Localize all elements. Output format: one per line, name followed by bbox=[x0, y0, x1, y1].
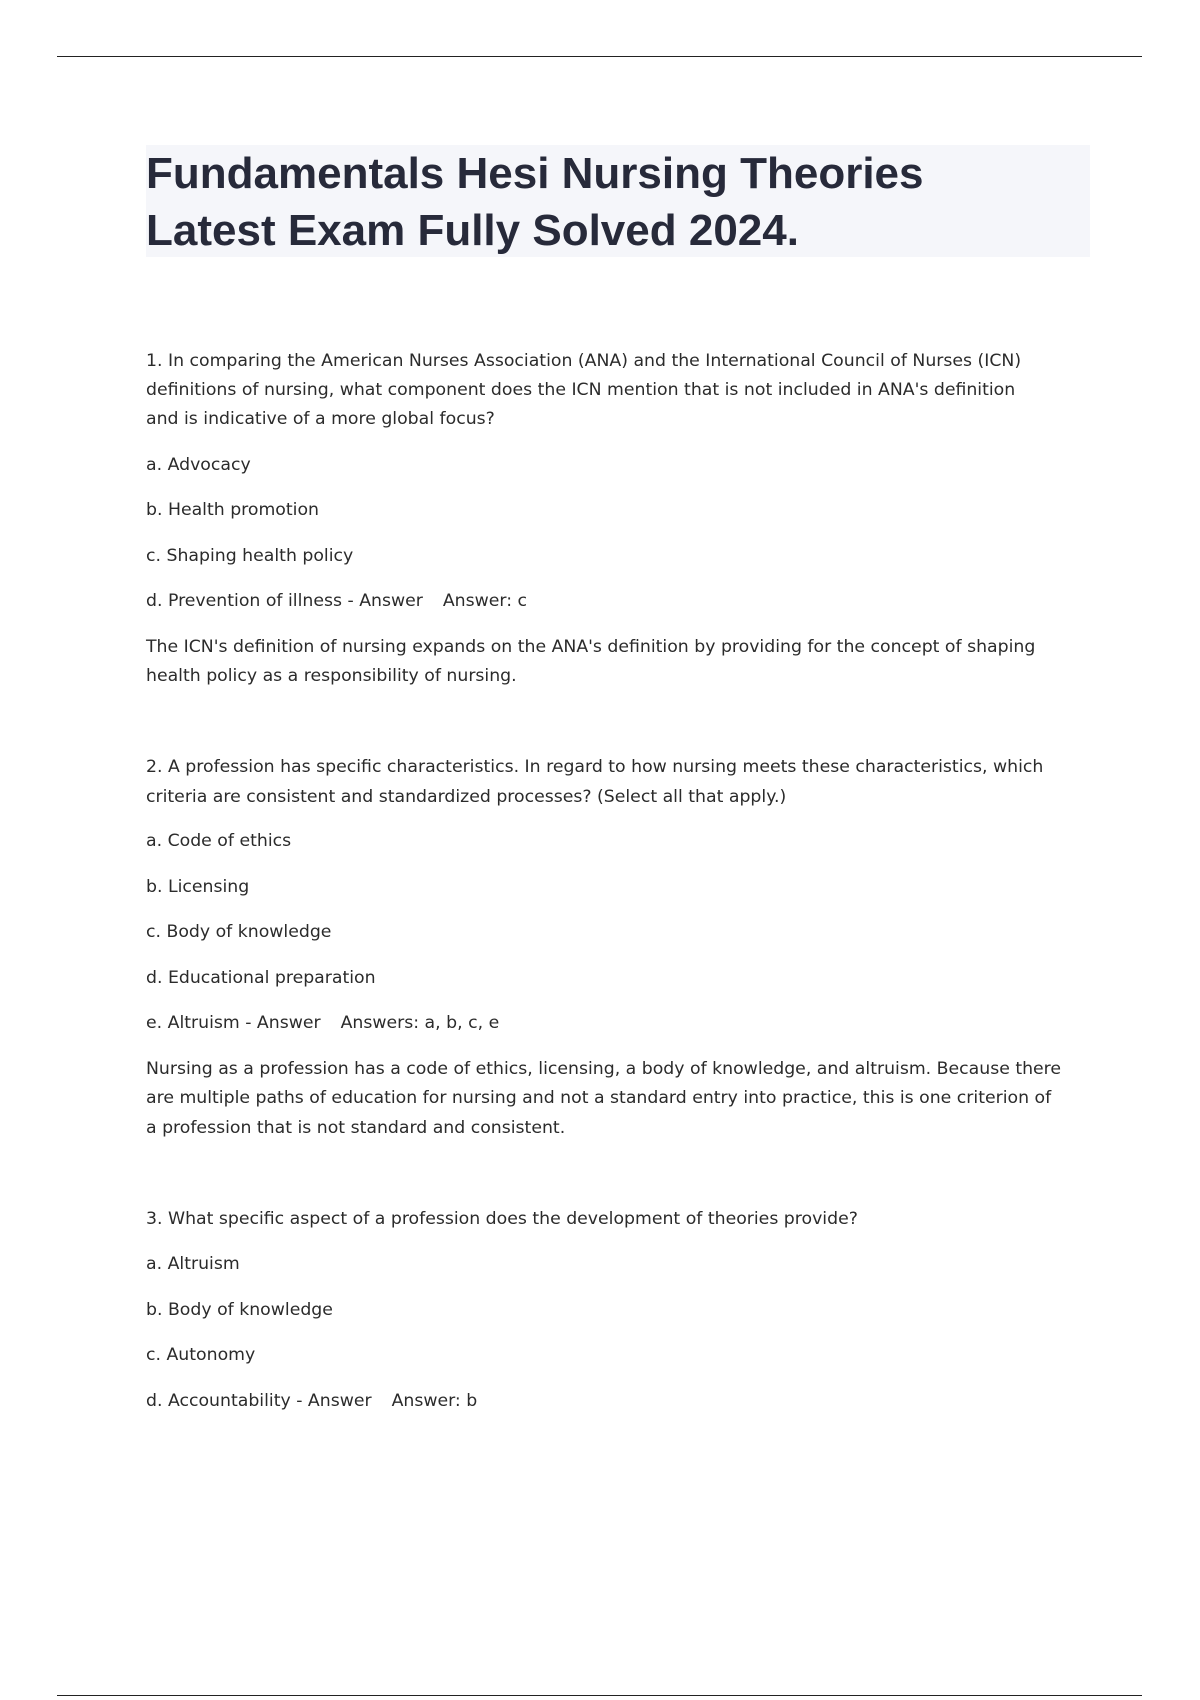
question-2-stem-line-1: 2. A profession has specific characteristics. In regard to how nursing meets these characteristics, which bbox=[146, 757, 1044, 777]
question-1-option-b: b. Health promotion bbox=[146, 500, 319, 520]
question-2-rationale-line-3: a profession that is not standard and consistent. bbox=[146, 1118, 566, 1138]
question-1-option-c: c. Shaping health policy bbox=[146, 546, 354, 566]
question-1-rationale-line-2: health policy as a responsibility of nursing. bbox=[146, 666, 517, 686]
question-2-option-e-line bbox=[146, 1008, 499, 1038]
question-3-option-d-line bbox=[146, 1386, 477, 1416]
question-1-answer: Answer: c bbox=[442, 591, 528, 611]
question-2-option-d: d. Educational preparation bbox=[146, 968, 376, 988]
question-3-option-b: b. Body of knowledge bbox=[146, 1300, 333, 1320]
document-title-line-2: Latest Exam Fully Solved 2024. bbox=[146, 206, 799, 255]
question-1-stem-line-3: and is indicative of a more global focus? bbox=[146, 409, 495, 429]
question-2-stem-line-2: criteria are consistent and standardized processes? (Select all that apply.) bbox=[146, 787, 787, 807]
question-1-stem-line-1: 1. In comparing the American Nurses Association (ANA) and the International Council of Nurses (ICN) bbox=[146, 351, 1022, 371]
question-3-option-c: c. Autonomy bbox=[146, 1345, 256, 1365]
question-1-option-d: d. Prevention of illness - Answer bbox=[146, 591, 423, 611]
top-rule bbox=[57, 56, 1142, 57]
question-2-rationale-line-1: Nursing as a profession has a code of ethics, licensing, a body of knowledge, and altruism. Because there bbox=[146, 1059, 1062, 1079]
question-2-option-e: e. Altruism - Answer bbox=[146, 1013, 321, 1033]
question-3-answer: Answer: b bbox=[391, 1391, 478, 1411]
document-title-line-1: Fundamentals Hesi Nursing Theories bbox=[146, 149, 924, 198]
question-2-rationale-line-2: are multiple paths of education for nursing and not a standard entry into practice, this is one criterion of bbox=[146, 1088, 1052, 1108]
question-2-option-c: c. Body of knowledge bbox=[146, 922, 332, 942]
question-3-option-d: d. Accountability - Answer bbox=[146, 1391, 372, 1411]
question-2-option-b: b. Licensing bbox=[146, 877, 250, 897]
question-2-option-a: a. Code of ethics bbox=[146, 831, 292, 851]
question-3-stem-line-1: 3. What specific aspect of a profession does the development of theories provide? bbox=[146, 1209, 858, 1229]
question-2-answer: Answers: a, b, c, e bbox=[340, 1013, 500, 1033]
question-1-stem-line-2: definitions of nursing, what component does the ICN mention that is not included in ANA's definition bbox=[146, 380, 1016, 400]
bottom-rule bbox=[57, 1695, 1142, 1696]
question-3-option-a: a. Altruism bbox=[146, 1254, 240, 1274]
question-1-option-a: a. Advocacy bbox=[146, 455, 251, 475]
question-1-option-d-line bbox=[146, 586, 527, 616]
question-1-rationale-line-1: The ICN's definition of nursing expands on the ANA's definition by providing for the concept of shaping bbox=[146, 637, 1036, 657]
